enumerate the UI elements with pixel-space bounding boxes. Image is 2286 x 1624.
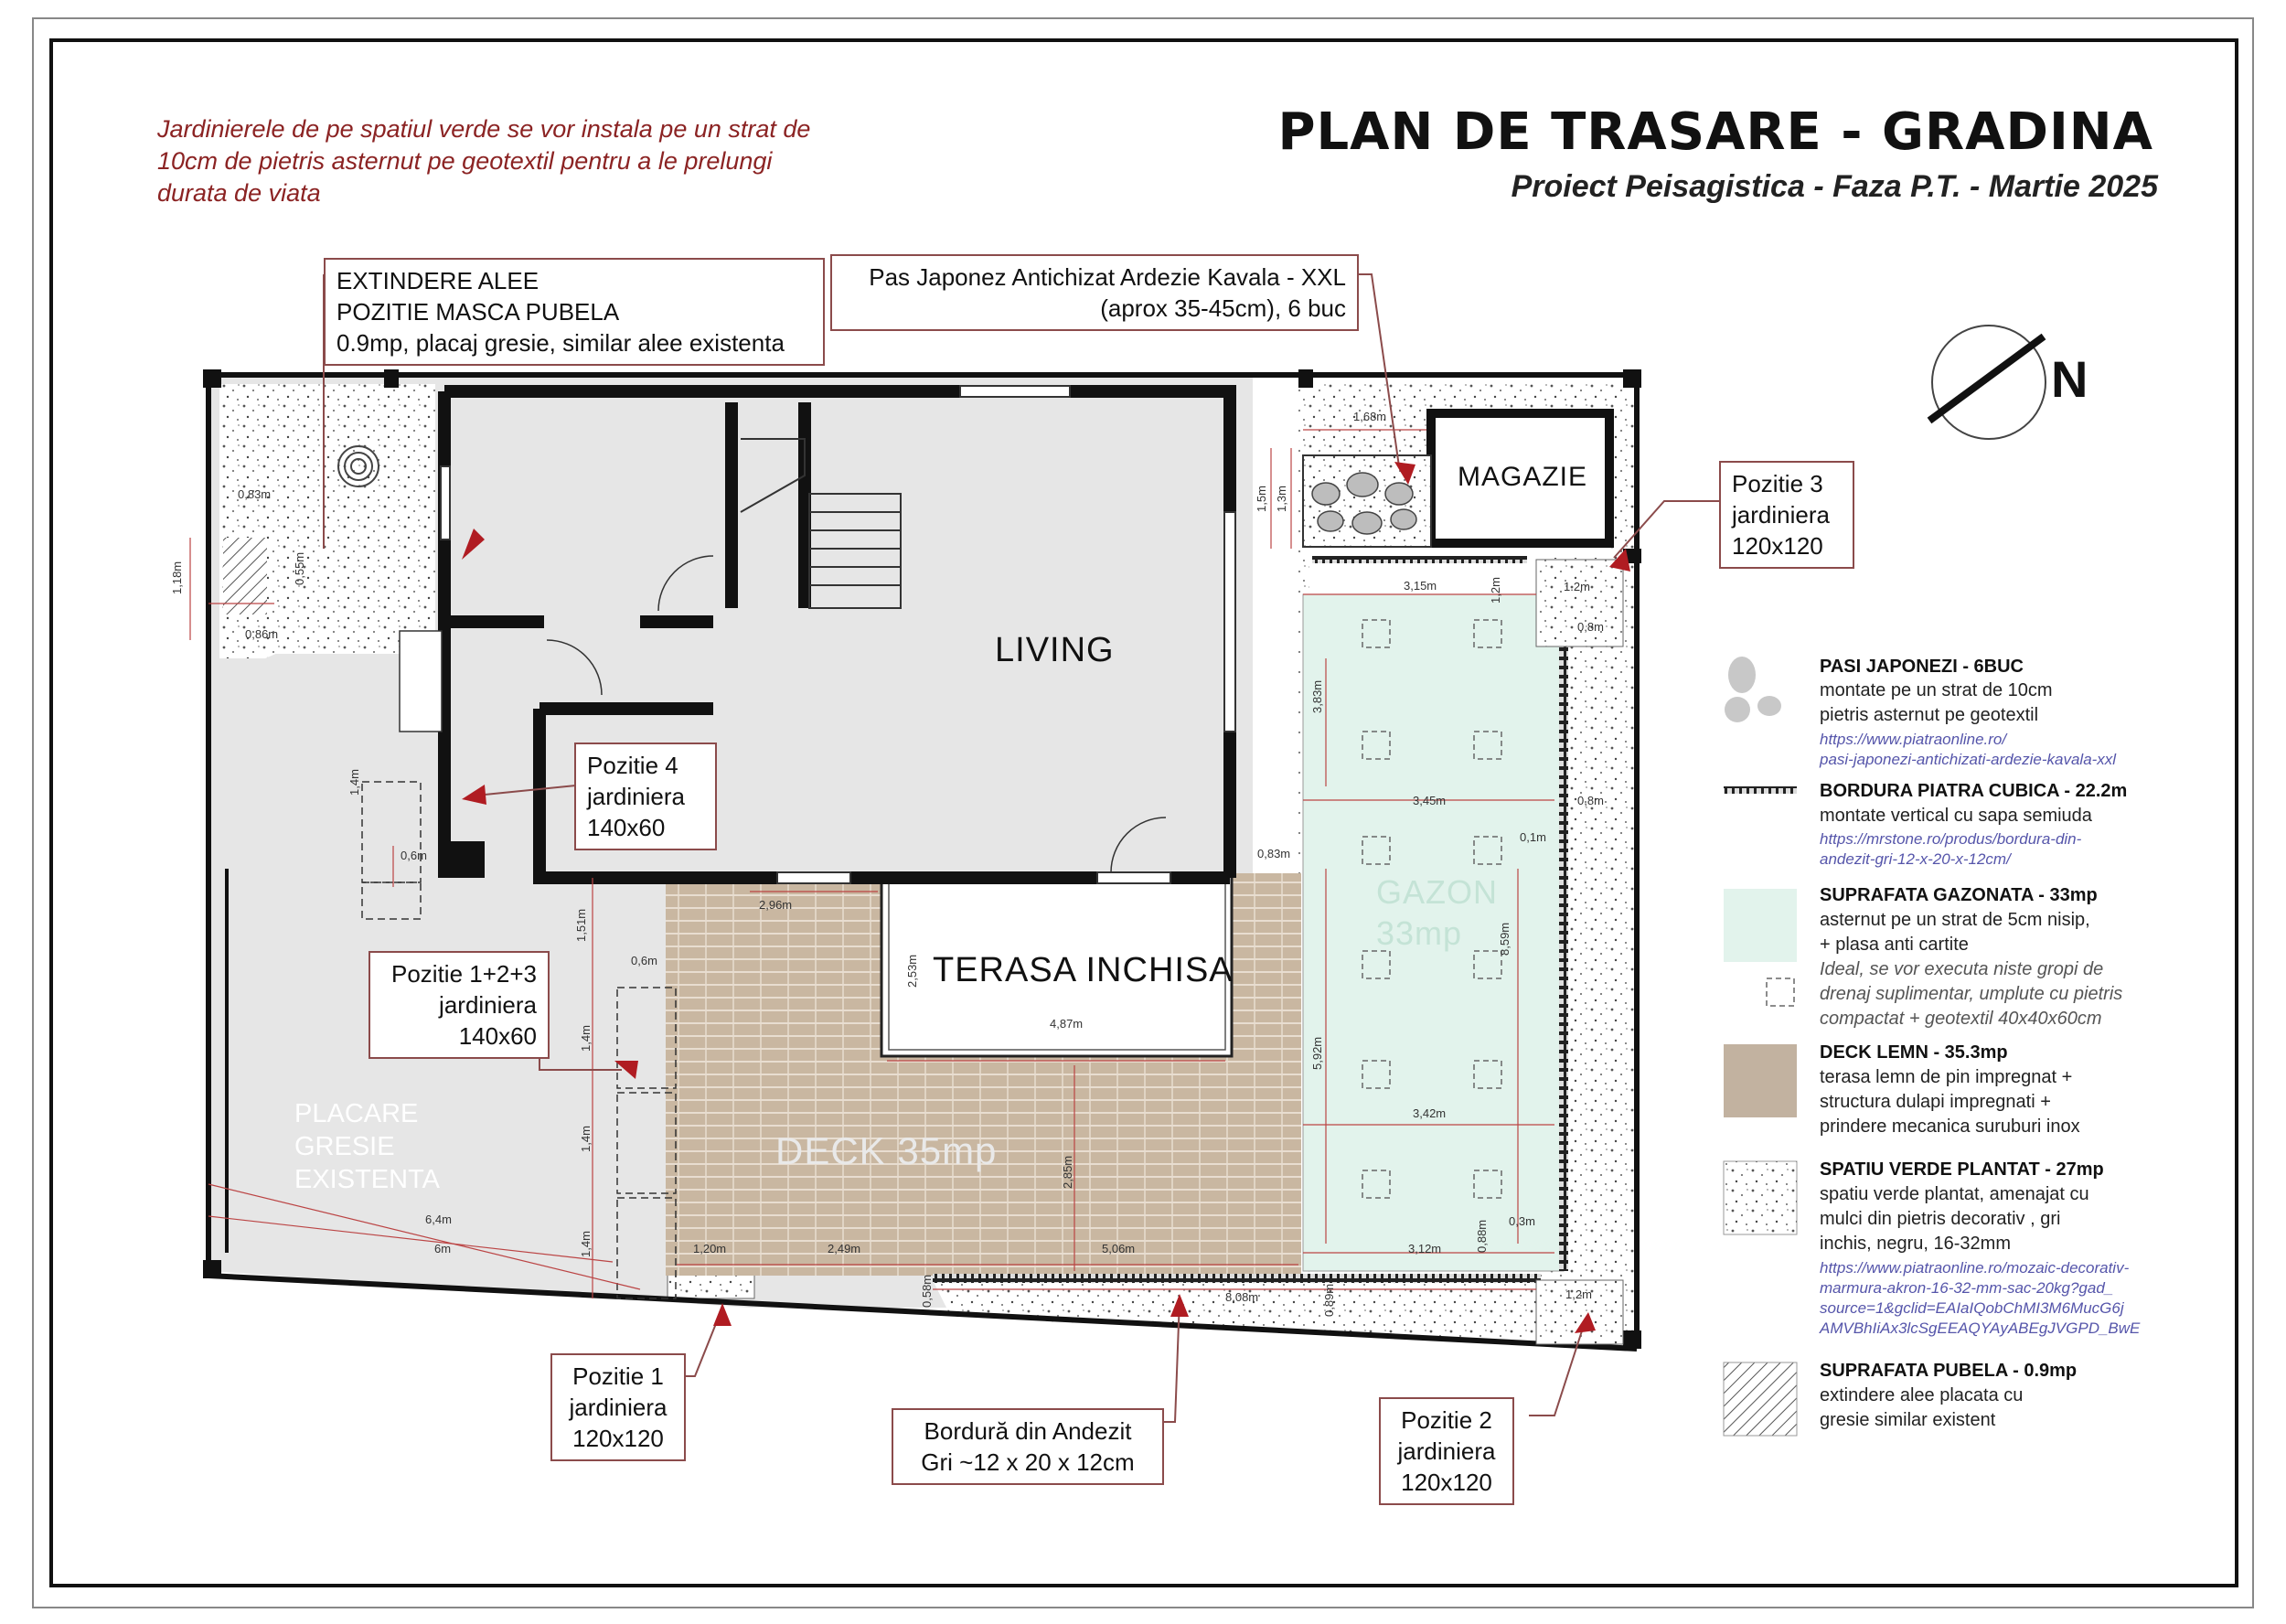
- installation-note: Jardinierele de pe spatiul verde se vor instala pe un strat de 10cm de pietris asternut pe geotextil pentru a le prelungi durata de viata: [157, 115, 811, 207]
- legend-body: mulci din pietris decorativ , gri: [1820, 1209, 2061, 1229]
- dim-label: 0,89m: [1322, 1283, 1336, 1317]
- legend-body: extindere alee placata cu: [1820, 1385, 2024, 1405]
- dim-label: 1,51m: [574, 908, 588, 942]
- legend-body: structura dulapi impregnati +: [1820, 1092, 2051, 1112]
- callout-poz123-line1: Pozitie 1+2+3: [390, 960, 537, 988]
- callout-poz2-line3: 120x120: [1401, 1469, 1492, 1496]
- legend-body: montate pe un strat de 10cm: [1820, 680, 2053, 700]
- callout-alee: [324, 258, 825, 366]
- callout-bordura: [892, 1408, 1164, 1485]
- legend-note: drenaj suplimentar, umplute cu pietris: [1820, 984, 2123, 1004]
- callout-bordura-line1: Bordură din Andezit: [924, 1417, 1132, 1445]
- legend-body: inchis, negru, 16-32mm: [1820, 1234, 2011, 1254]
- legend-title: SPATIU VERDE PLANTAT - 27mp: [1820, 1159, 2104, 1180]
- dim-label: 0,83m: [238, 487, 272, 501]
- room-terasa-inchisa: TERASA INCHISA: [933, 951, 1234, 989]
- dim-label: 2,49m: [828, 1242, 861, 1255]
- callout-pas-line1: Pas Japonez Antichizat Ardezie Kavala - XXL: [869, 263, 1346, 291]
- dim-label: 5,06m: [1102, 1242, 1136, 1255]
- dim-label: 0,83m: [1257, 847, 1291, 860]
- dim-label: 1,2m: [1565, 1287, 1592, 1301]
- dim-label: 2,96m: [759, 898, 793, 912]
- legend-body: prindere mecanica suruburi inox: [1820, 1116, 2080, 1137]
- legend-title: DECK LEMN - 35.3mp: [1820, 1042, 2008, 1063]
- dim-label: 1.2m: [1564, 580, 1590, 593]
- dim-label: 6m: [434, 1242, 452, 1255]
- callout-poz3-line1: Pozitie 3: [1732, 470, 1823, 497]
- callout-poz123-line3: 140x60: [458, 1022, 537, 1050]
- legend-link[interactable]: andezit-gri-12-x-20-x-12cm/: [1820, 850, 2011, 868]
- callout-pozitie-2: [1379, 1397, 1514, 1505]
- legend-link[interactable]: pasi-japonezi-antichizati-ardezie-kavala-xxl: [1820, 751, 2117, 768]
- deck-label: DECK 35mp: [775, 1129, 998, 1172]
- dim-label: 5,92m: [1310, 1036, 1324, 1070]
- dim-label: 1,4m: [347, 769, 361, 796]
- dim-label: 1,18m: [170, 561, 184, 594]
- legend-body: + plasa anti cartite: [1820, 935, 1969, 955]
- dim-label: 1,4m: [579, 1231, 593, 1257]
- dim-label: 0,58m: [920, 1274, 934, 1308]
- lawn-label-2: 33mp: [1376, 914, 1463, 952]
- legend-note: compactat + geotextil 40x40x60cm: [1820, 1009, 2102, 1029]
- dim-label: 4,87m: [1050, 1017, 1084, 1031]
- callout-poz1-line1: Pozitie 1: [572, 1362, 664, 1390]
- legend-body: pietris asternut pe geotextil: [1820, 705, 2039, 725]
- paving-label-3: EXISTENTA: [294, 1165, 440, 1194]
- dim-label: 1,20m: [693, 1242, 727, 1255]
- callout-bordura-line2: Gri ~12 x 20 x 12cm: [921, 1448, 1135, 1476]
- legend-body: spatiu verde plantat, amenajat cu: [1820, 1184, 2089, 1204]
- dim-label: 1,3m: [1275, 486, 1288, 512]
- legend-body: gresie similar existent: [1820, 1410, 1996, 1430]
- legend-link[interactable]: https://www.piatraonline.ro/: [1820, 731, 2007, 748]
- callout-poz2-line2: jardiniera: [1397, 1437, 1496, 1465]
- dim-label: 8,59m: [1498, 922, 1512, 956]
- callout-pozitie-4: [574, 743, 717, 850]
- callout-alee-line1: EXTINDERE ALEE: [336, 267, 539, 294]
- room-living: LIVING: [995, 631, 1115, 669]
- dim-label: 8,08m: [1225, 1290, 1259, 1304]
- callout-poz3-line3: 120x120: [1732, 532, 1823, 560]
- dim-label: 2,53m: [905, 954, 919, 988]
- dim-label: 3,83m: [1310, 679, 1324, 713]
- dim-label: 1,5m: [1255, 486, 1268, 512]
- dim-label: 1,4m: [579, 1126, 593, 1152]
- legend-link[interactable]: marmura-akron-16-32-mm-sac-20kg?gad_: [1820, 1279, 2114, 1297]
- callout-pozitie-123: [369, 951, 550, 1059]
- dim-label: 1,68m: [1353, 410, 1387, 423]
- callout-pas-japonez: [830, 254, 1359, 331]
- dim-label: 1,4m: [579, 1025, 593, 1052]
- dim-label: 3,12m: [1408, 1242, 1442, 1255]
- callout-alee-line3: 0.9mp, placaj gresie, similar alee existenta: [336, 329, 785, 357]
- callout-poz123-line2: jardiniera: [439, 991, 537, 1019]
- paving-label-1: PLACARE: [294, 1099, 419, 1128]
- page-subtitle: Proiect Peisagistica - Faza P.T. - Martie 2025: [1511, 169, 2158, 204]
- legend-title: SUPRAFATA PUBELA - 0.9mp: [1820, 1361, 2078, 1381]
- dim-label: 2,85m: [1061, 1155, 1074, 1189]
- dim-label: 0,88m: [1475, 1219, 1489, 1253]
- legend-link[interactable]: https://mrstone.ro/produs/bordura-din-: [1820, 830, 2082, 848]
- dim-label: 0,86m: [245, 627, 279, 641]
- legend-body: terasa lemn de pin impregnat +: [1820, 1067, 2073, 1087]
- legend-title: PASI JAPONEZI - 6BUC: [1820, 657, 2024, 677]
- paving-label-2: GRESIE: [294, 1132, 395, 1161]
- legend-title: SUPRAFATA GAZONATA - 33mp: [1820, 885, 2098, 905]
- north-label: N: [2051, 350, 2088, 408]
- dim-label: 0,3m: [1509, 1214, 1535, 1228]
- dim-label: 3,15m: [1404, 579, 1437, 593]
- callout-poz1-line3: 120x120: [572, 1425, 664, 1452]
- dim-label: 0,8m: [1577, 620, 1604, 634]
- callout-poz1-line2: jardiniera: [569, 1394, 668, 1421]
- dim-label: 0,55m: [293, 551, 306, 585]
- dim-label: 0,6m: [631, 954, 657, 967]
- callout-poz2-line1: Pozitie 2: [1401, 1406, 1492, 1434]
- callout-poz3-line2: jardiniera: [1732, 501, 1830, 529]
- callout-poz4-line1: Pozitie 4: [587, 752, 678, 779]
- legend-link[interactable]: source=1&gclid=EAIaIQobChMI3M6MucG6j: [1820, 1299, 2124, 1317]
- callout-alee-line2: POZITIE MASCA PUBELA: [336, 298, 620, 326]
- dim-label: 0,6m: [401, 849, 427, 862]
- callout-poz4-line2: jardiniera: [587, 783, 685, 810]
- dim-label: 0,1m: [1520, 830, 1546, 844]
- legend-link[interactable]: https://www.piatraonline.ro/mozaic-decorativ-: [1820, 1259, 2130, 1277]
- dim-label: 3,42m: [1413, 1106, 1447, 1120]
- legend-link[interactable]: AMVBhIiAx3lcSgEEAQYAyABEgJVGPD_BwE: [1820, 1320, 2141, 1337]
- page-title: PLAN DE TRASARE - GRADINA: [1277, 102, 2153, 162]
- callout-pozitie-1: [550, 1353, 686, 1461]
- callout-pozitie-3: [1719, 461, 1854, 569]
- dim-label: 0,8m: [1577, 794, 1604, 807]
- dim-label: 1,2m: [1489, 577, 1502, 604]
- dim-label: 6,4m: [425, 1213, 452, 1226]
- lawn-label-1: GAZON: [1376, 873, 1499, 911]
- legend-note: Ideal, se vor executa niste gropi de: [1820, 959, 2104, 979]
- room-magazie: MAGAZIE: [1458, 462, 1588, 492]
- legend-title: BORDURA PIATRA CUBICA - 22.2m: [1820, 781, 2128, 801]
- dim-label: 3,45m: [1413, 794, 1447, 807]
- legend-body: asternut pe un strat de 5cm nisip,: [1820, 910, 2090, 930]
- callout-pas-line2: (aprox 35-45cm), 6 buc: [1100, 294, 1346, 322]
- legend-body: montate vertical cu sapa semiuda: [1820, 806, 2092, 826]
- callout-poz4-line3: 140x60: [587, 814, 666, 841]
